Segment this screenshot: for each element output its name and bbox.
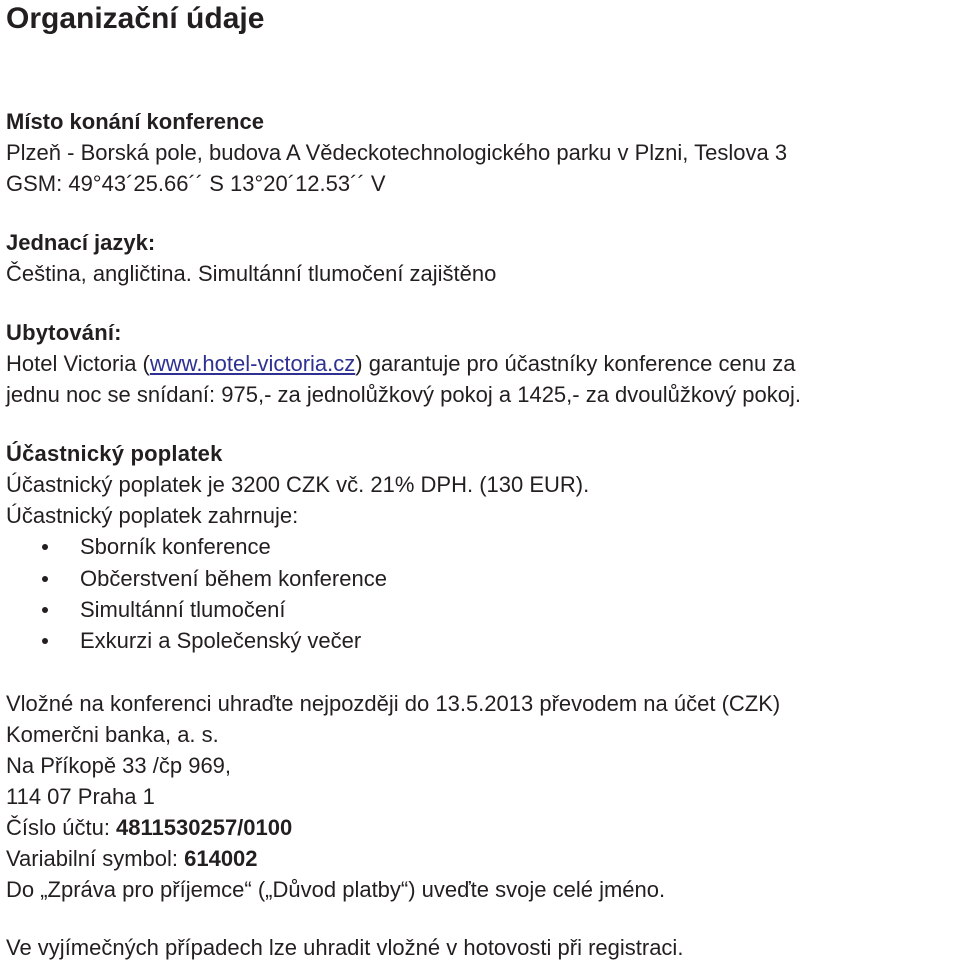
fee-includes-label: Účastnický poplatek zahrnuje: bbox=[6, 503, 299, 528]
accommodation-text-pre: Hotel Victoria ( bbox=[6, 351, 150, 376]
payment-account bbox=[6, 815, 292, 841]
venue-heading: Místo konání konference bbox=[6, 109, 264, 134]
accommodation-text-post: ) garantuje pro účastníky konference cenu za bbox=[355, 351, 796, 376]
bullet-icon bbox=[42, 638, 48, 644]
vs-number: 614002 bbox=[184, 846, 258, 871]
venue-address: Plzeň - Borská pole, budova A Vědeckotechnologického parku v Plzni, Teslova 3 bbox=[6, 140, 788, 165]
list-item bbox=[42, 566, 387, 592]
fee-item-label: Exkurzi a Společenský večer bbox=[80, 628, 362, 653]
payment-street: Na Příkopě 33 /čp 969, bbox=[6, 753, 232, 778]
accommodation-line-2: jednu noc se snídaní: 975,- za jednolůžkový pokoj a 1425,- za dvoulůžkový pokoj. bbox=[6, 382, 801, 407]
payment-variable-symbol bbox=[6, 846, 258, 872]
vs-label: Variabilní symbol: bbox=[6, 846, 185, 871]
venue-gsm: GSM: 49°43´25.66´´ S 13°20´12.53´´ V bbox=[6, 171, 386, 196]
account-label: Číslo účtu: bbox=[6, 815, 117, 840]
bullet-icon bbox=[42, 607, 48, 613]
cash-note: Ve vyjímečných případech lze uhradit vložné v hotovosti při registraci. bbox=[6, 935, 684, 960]
list-item bbox=[42, 597, 285, 623]
accommodation-heading: Ubytování: bbox=[6, 320, 122, 345]
page-title: Organizační údaje bbox=[6, 2, 265, 35]
fee-item-label: Sborník konference bbox=[80, 534, 271, 559]
bullet-icon bbox=[42, 576, 48, 582]
accommodation-line-1 bbox=[6, 351, 796, 377]
language-heading: Jednací jazyk: bbox=[6, 230, 156, 255]
hotel-website-link[interactable]: www.hotel-victoria.cz bbox=[149, 351, 356, 376]
list-item bbox=[42, 628, 361, 654]
list-item bbox=[42, 534, 271, 560]
fee-item-label: Občerstvení během konference bbox=[80, 566, 387, 591]
language-text: Čeština, angličtina. Simultánní tlumočení zajištěno bbox=[6, 261, 497, 286]
payment-message-note: Do „Zpráva pro příjemce“ („Důvod platby“) uveďte svoje celé jméno. bbox=[6, 877, 666, 902]
payment-city: 114 07 Praha 1 bbox=[6, 784, 155, 809]
payment-deadline: Vložné na konferenci uhraďte nejpozději do 13.5.2013 převodem na účet (CZK) bbox=[6, 691, 781, 716]
account-number: 4811530257/0100 bbox=[116, 815, 293, 840]
fee-amount: Účastnický poplatek je 3200 CZK vč. 21% DPH. (130 EUR). bbox=[6, 472, 590, 497]
fee-item-label: Simultánní tlumočení bbox=[80, 597, 286, 622]
payment-bank: Komerčni banka, a. s. bbox=[6, 722, 219, 747]
bullet-icon bbox=[42, 544, 48, 550]
fee-heading: Účastnický poplatek bbox=[6, 441, 223, 466]
